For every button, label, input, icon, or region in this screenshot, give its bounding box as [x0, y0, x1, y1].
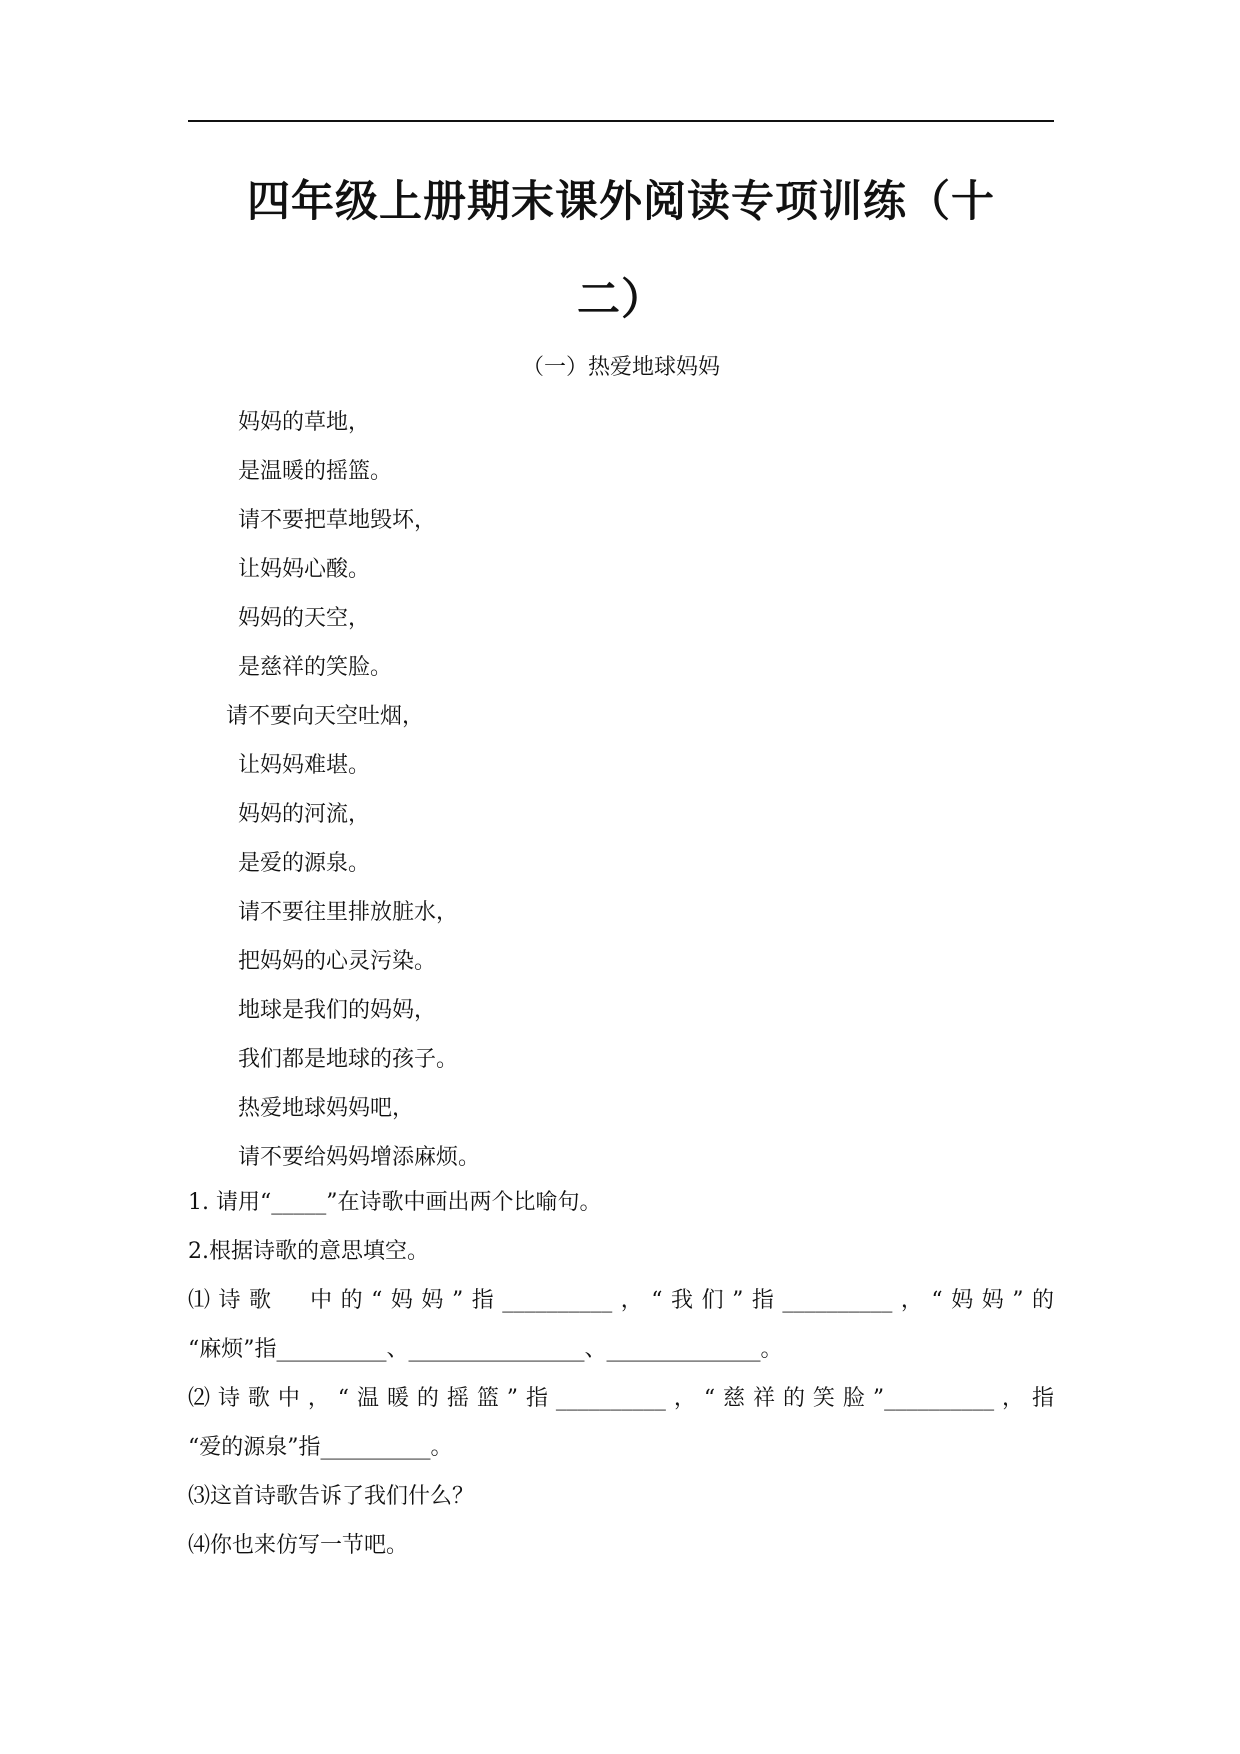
poem-line: 我们都是地球的孩子。 [238, 1047, 459, 1072]
poem-line: 把妈妈的心灵污染。 [238, 949, 437, 974]
question-2: 2.根据诗歌的意思填空。 [188, 1239, 429, 1264]
section-title: （一）热爱地球妈妈 [521, 355, 720, 380]
poem-line: 妈妈的草地， [238, 410, 371, 435]
poem-line: 地球是我们的妈妈， [238, 998, 437, 1023]
question-2-3: ⑶这首诗歌告诉了我们什么？ [188, 1484, 475, 1509]
poem-line: 请不要把草地毁坏， [238, 508, 437, 533]
page-title-line-2: 二） [577, 275, 665, 325]
question-2-1-line-2: “麻烦”指__________、________________、______________。 [188, 1337, 783, 1362]
questions [188, 1178, 1054, 1570]
poem-line: 让妈妈心酸。 [238, 557, 371, 582]
question-2-2-line-2: “爱的源泉”指__________。 [188, 1435, 453, 1460]
poem-line: 请不要给妈妈增添麻烦。 [238, 1145, 481, 1170]
poem [226, 398, 481, 1182]
question-2-2-line-1: ⑵诗歌中，“温暖的摇篮”指__________，“慈祥的笑脸”__________，指 [188, 1386, 1054, 1411]
poem-line: 让妈妈难堪。 [238, 753, 371, 778]
poem-line: 热爱地球妈妈吧， [238, 1096, 415, 1121]
question-2-4: ⑷你也来仿写一节吧。 [188, 1533, 409, 1558]
poem-line: 是慈祥的笑脸。 [238, 655, 393, 680]
page-title-line-1: 四年级上册期末课外阅读专项训练（十 [247, 177, 995, 227]
poem-line: 请不要向天空吐烟， [226, 704, 425, 729]
poem-line: 妈妈的天空， [238, 606, 371, 631]
question-1: 1. 请用“_____”在诗歌中画出两个比喻句。 [188, 1190, 602, 1215]
poem-line: 请不要往里排放脏水， [238, 900, 459, 925]
question-2-1-line-1: ⑴诗歌 中的“妈妈”指__________，“我们”指__________，“妈妈”的 [188, 1288, 1054, 1313]
poem-line: 妈妈的河流， [238, 802, 371, 827]
header-rule [188, 120, 1054, 122]
poem-line: 是爱的源泉。 [238, 851, 371, 876]
poem-line: 是温暖的摇篮。 [238, 459, 393, 484]
